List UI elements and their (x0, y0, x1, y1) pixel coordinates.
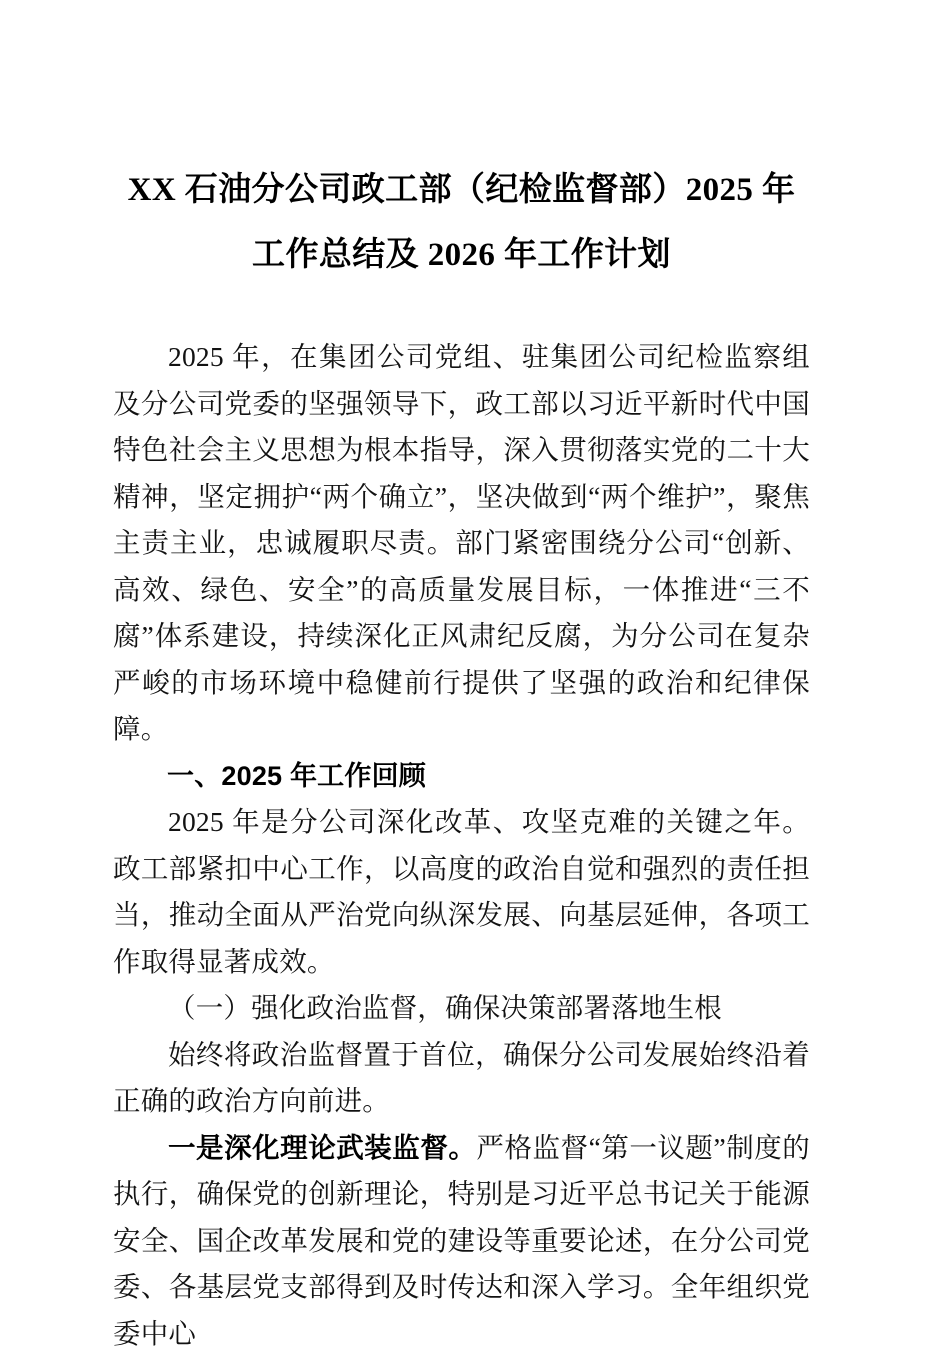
title-line-2: 年工作总结及 2026 年工作计划 (252, 172, 795, 273)
page-title (113, 0, 810, 288)
title-line-1: XX 石油分公司政工部（纪检监督部）2025 (128, 172, 754, 208)
point-1-lead-in: 一是深化理论武装监督。 (168, 1132, 476, 1163)
paragraph-subsection-1-body: 始终将政治监督置于首位，确保分公司发展始终沿着正确的政治方向前进。 (113, 1032, 810, 1125)
subsection-heading-1: （一）强化政治监督，确保决策部署落地生根 (113, 985, 810, 1032)
paragraph-intro: 2025 年，在集团公司党组、驻集团公司纪检监察组及分公司党委的坚强领导下，政工部以习近平新时代中国特色社会主义思想为根本指导，深入贯彻落实党的二十大精神，坚定拥护“两个确立”，坚决做到“两个维护”，聚焦主责主业，忠诚履职尽责。部门紧密围绕分公司“创新、高效、绿色、安全”的高质量发展目标，一体推进“三不腐”体系建设，持续深化正风肃纪反腐，为分公司在复杂严峻的市场环境中稳健前行提供了坚强的政治和纪律保障。 (113, 334, 810, 753)
document-body (113, 334, 810, 1357)
paragraph-point-1 (113, 1125, 810, 1357)
point-1-text: 严格监督“第一议题”制度的执行，确保党的创新理论，特别是习近平总书记关于能源安全、国企改革发展和党的建设等重要论述，在分公司党委、各基层党支部得到及时传达和深入学习。全年组织党委中心 (113, 1132, 810, 1349)
paragraph-section-1-body: 2025 年是分公司深化改革、攻坚克难的关键之年。政工部紧扣中心工作，以高度的政治自觉和强烈的责任担当，推动全面从严治党向纵深发展、向基层延伸，各项工作取得显著成效。 (113, 799, 810, 985)
section-heading-1: 一、2025 年工作回顾 (113, 753, 810, 800)
